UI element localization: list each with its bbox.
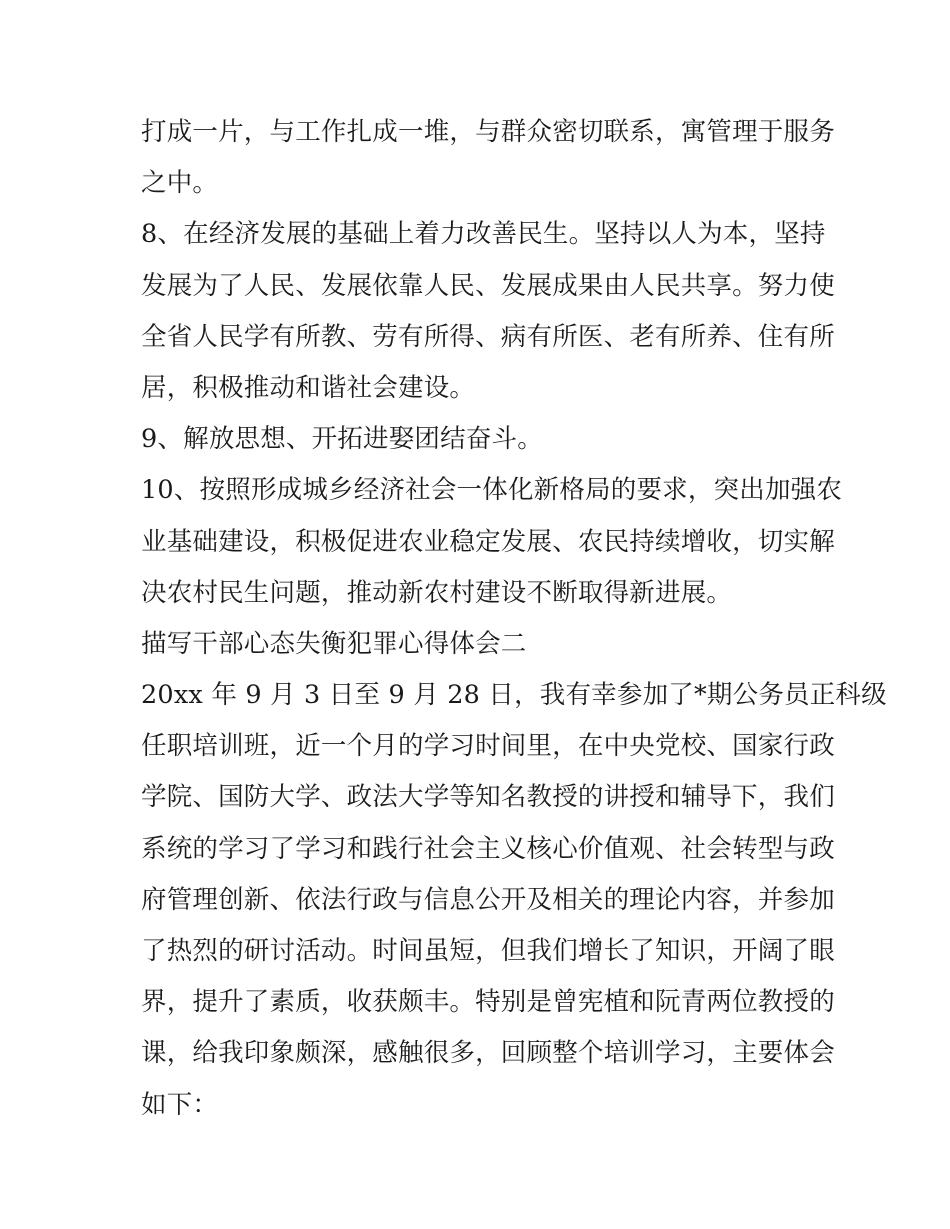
section-heading: 描写干部心态失衡犯罪心得体会二 [141,628,527,659]
paragraph-line: 课，给我印象颇深，感触很多，回顾整个培训学习，主要体会 [141,1038,835,1069]
paragraph-line: 之中。 [141,168,219,199]
paragraph-line: 了热烈的研讨活动。时间虽短，但我们增长了知识，开阔了眼 [141,936,835,966]
paragraph-line: 居，积极推动和谐社会建设。 [141,372,476,403]
paragraph-line: 业基础建设，积极促进农业稳定发展、农民持续增收，切实解 [141,526,835,557]
paragraph-line: 全省人民学有所教、劳有所得、病有所医、老有所养、住有所 [141,321,835,352]
paragraph-line: 打成一片，与工作扎成一堆，与群众密切联系，寓管理于服务 [141,117,835,147]
list-item-9: 9、解放思想、开拓进娶团结奋斗。 [141,424,543,455]
list-item-8: 8、在经济发展的基础上着力改善民生。坚持以人为本，坚持 [141,219,826,250]
list-item-10: 10、按照形成城乡经济社会一体化新格局的要求，突出加强农 [141,475,843,506]
paragraph-line: 如下： [141,1089,219,1120]
paragraph-line: 任职培训班，近一个月的学习时间里，在中央党校、国家行政 [141,731,835,762]
paragraph-line: 决农村民生问题，推动新农村建设不断取得新进展。 [141,577,733,608]
paragraph-line: 府管理创新、依法行政与信息公开及相关的理论内容，并参加 [141,884,835,915]
document-page [141,107,887,1131]
paragraph-line: 学院、国防大学、政法大学等知名教授的讲授和辅导下，我们 [141,782,835,813]
paragraph-line: 系统的学习了学习和践行社会主义核心价值观、社会转型与政 [141,833,835,864]
paragraph-line: 20xx 年 9 月 3 日至 9 月 28 日，我有幸参加了*期公务员正科级 [141,680,887,711]
paragraph-line: 发展为了人民、发展依靠人民、发展成果由人民共享。努力使 [141,270,835,301]
paragraph-line: 界，提升了素质，收获颇丰。特别是曾宪植和阮青两位教授的 [141,987,835,1018]
